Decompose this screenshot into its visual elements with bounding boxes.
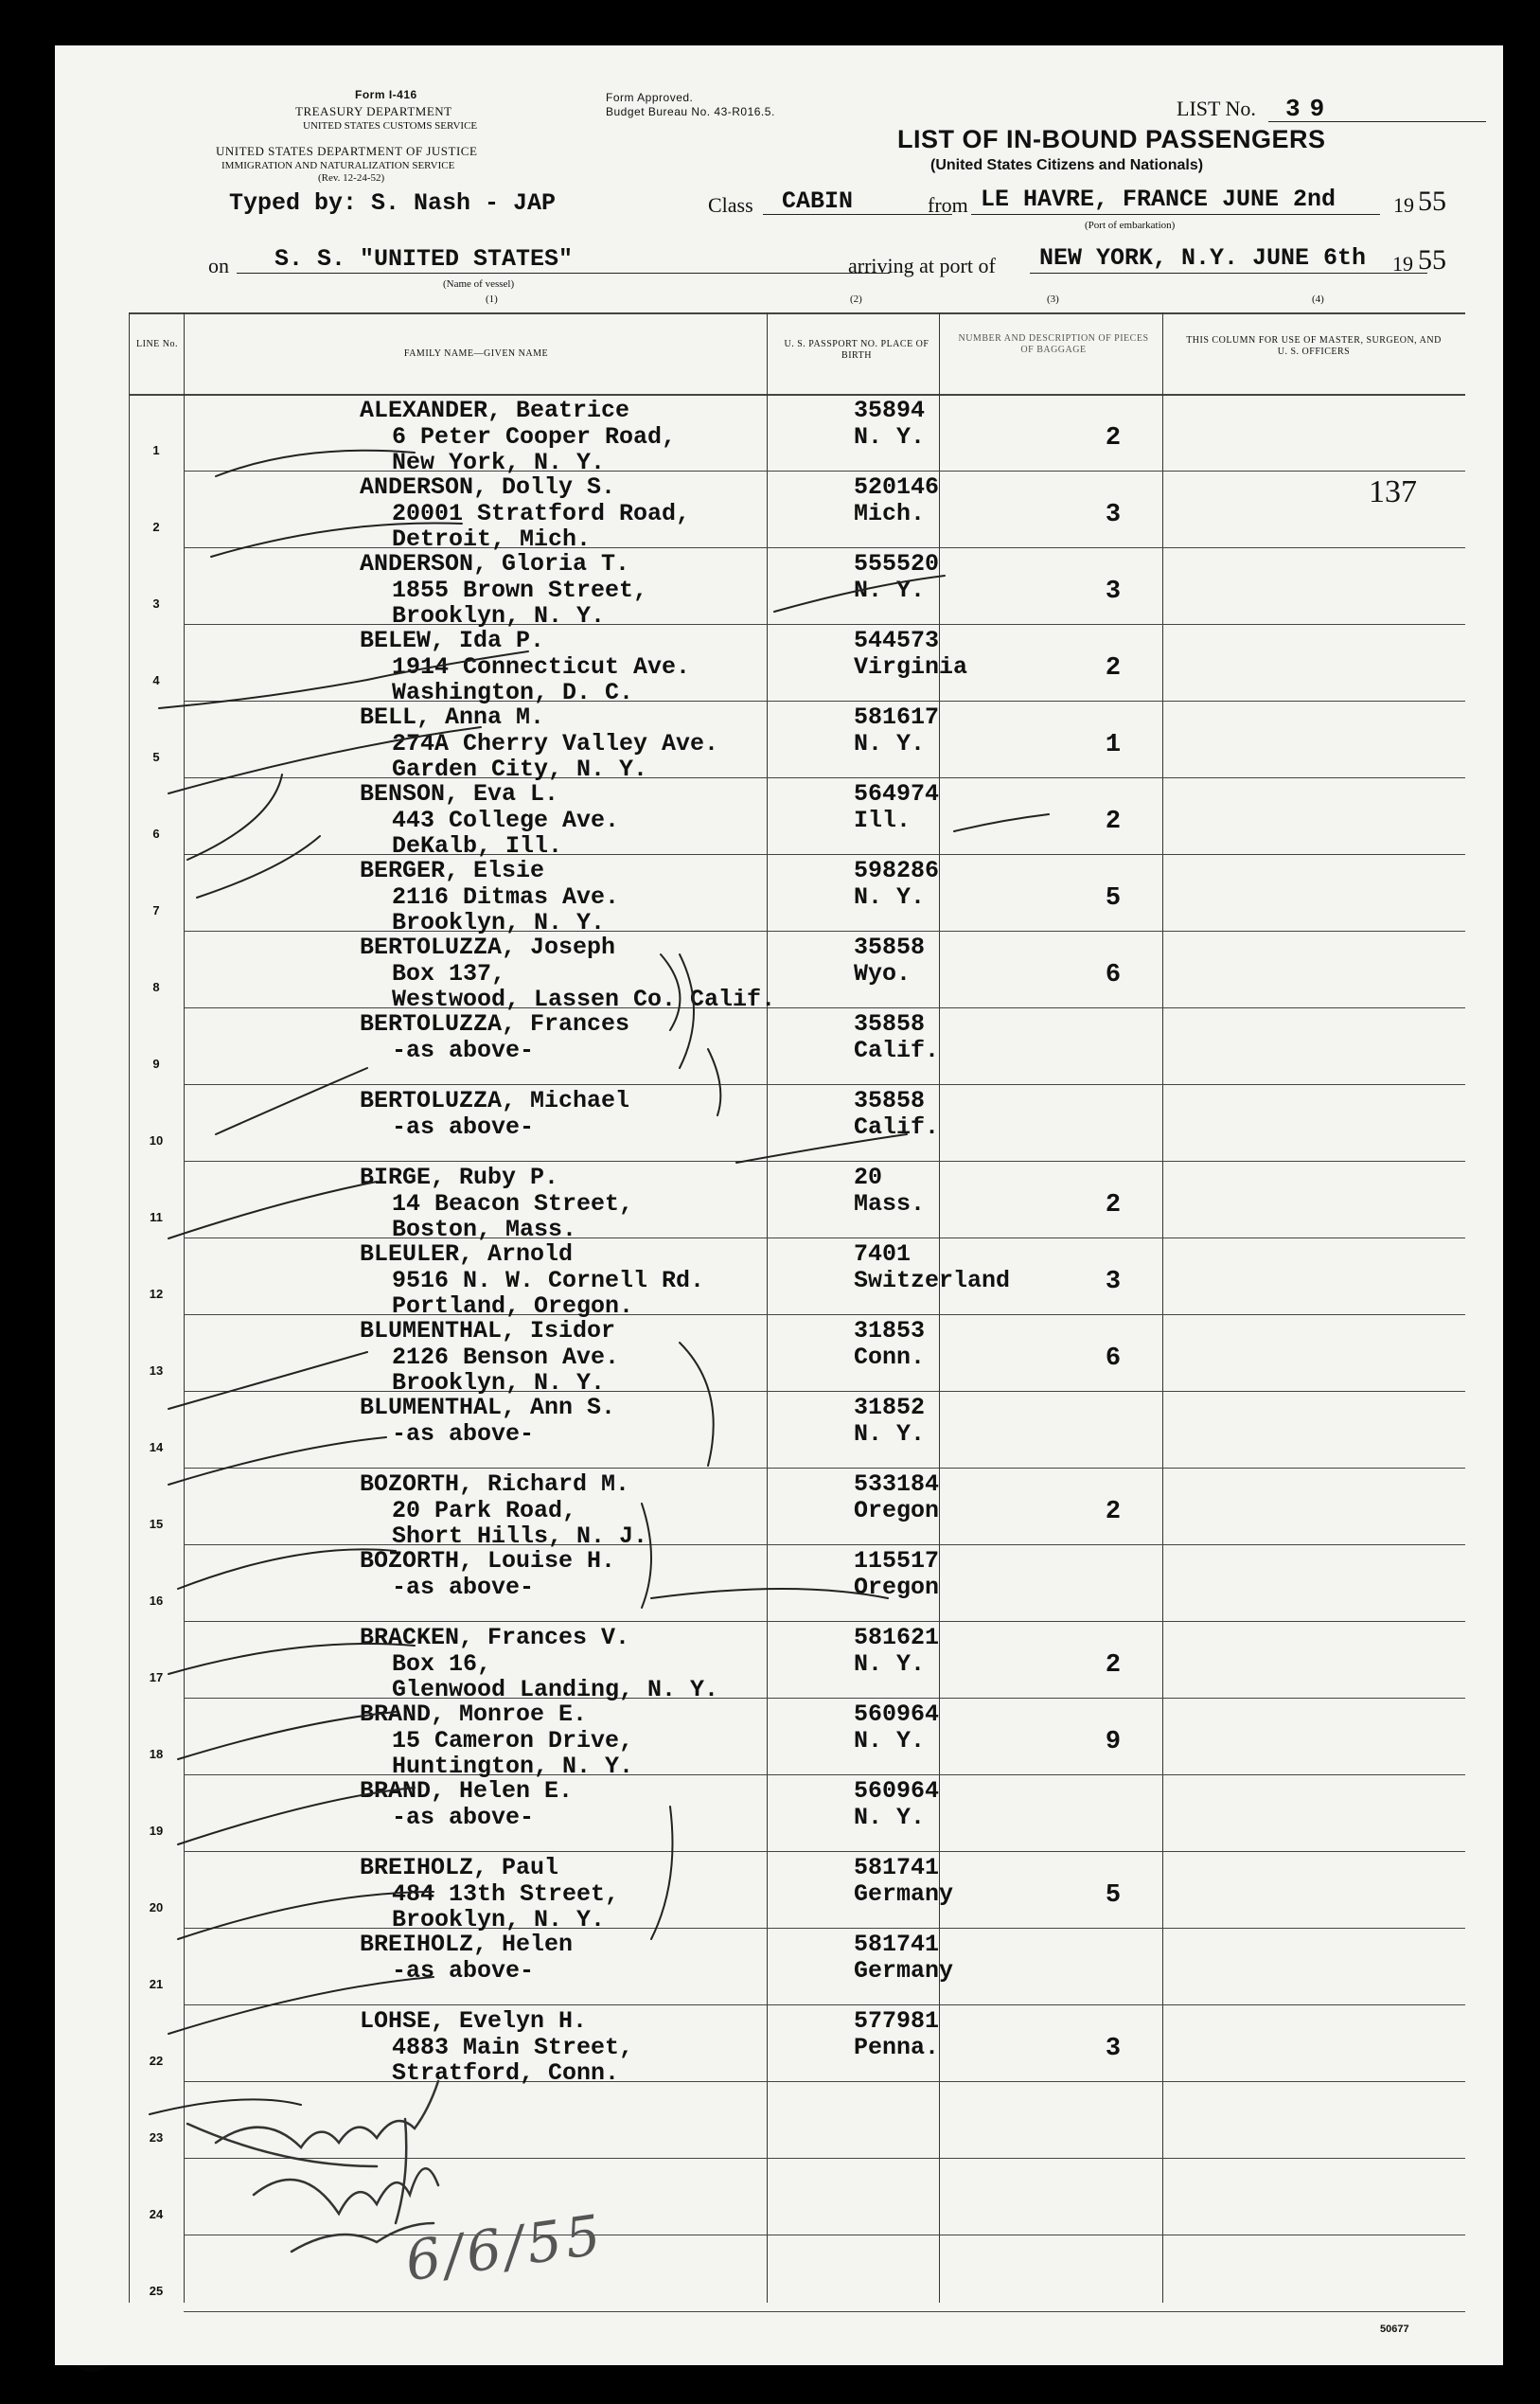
place-of-birth: Mass. — [854, 1190, 926, 1218]
table-row — [129, 398, 1463, 474]
col-mark-3: (3) — [1047, 294, 1059, 305]
table-row — [129, 2162, 1463, 2238]
passenger-name: BELEW, Ida P. — [360, 627, 545, 654]
form-approved: Form Approved. — [606, 91, 694, 104]
passenger-address-city: Brooklyn, N. Y. — [392, 602, 606, 630]
line-number: 3 — [152, 597, 160, 611]
baggage-count: 3 — [1105, 501, 1122, 529]
vessel-caption: (Name of vessel) — [443, 278, 515, 290]
passport-number: 577981 — [854, 2007, 940, 2035]
baggage-count: 2 — [1105, 808, 1122, 836]
line-number: 23 — [149, 2130, 164, 2145]
baggage-count: 5 — [1105, 1881, 1122, 1910]
place-of-birth: Calif. — [854, 1113, 940, 1141]
on-label: on — [208, 254, 229, 277]
passport-number: 560964 — [854, 1701, 940, 1728]
line-number: 24 — [149, 2207, 164, 2221]
from-year: 55 — [1418, 186, 1446, 217]
passenger-address-line: -as above- — [392, 1574, 535, 1601]
passenger-address-city: New York, N. Y. — [392, 449, 606, 476]
arriving-year-prefix: 19 — [1392, 252, 1413, 276]
baggage-count: 2 — [1105, 654, 1122, 683]
table-row — [129, 628, 1463, 704]
col-mark-2: (2) — [850, 294, 862, 305]
passenger-name: BERTOLUZZA, Joseph — [360, 934, 616, 961]
line-number: 4 — [152, 673, 160, 687]
passenger-address-line: 2116 Ditmas Ave. — [392, 883, 620, 911]
passenger-address-line: -as above- — [392, 1420, 535, 1448]
passport-number: 555520 — [854, 550, 940, 578]
line-number: 1 — [152, 443, 160, 457]
place-of-birth: Calif. — [854, 1037, 940, 1064]
place-of-birth: N. Y. — [854, 1650, 926, 1678]
place-of-birth: N. Y. — [854, 577, 926, 604]
place-of-birth: Mich. — [854, 500, 926, 527]
line-number: 20 — [149, 1900, 164, 1914]
passenger-address-line: 20 Park Road, — [392, 1497, 577, 1524]
passport-number: 35858 — [854, 1010, 926, 1038]
table-row — [129, 704, 1463, 781]
passenger-address-line: 1914 Connecticut Ave. — [392, 653, 691, 681]
baggage-count: 2 — [1105, 1191, 1122, 1220]
passenger-address-line: -as above- — [392, 1037, 535, 1064]
passenger-name: BREIHOLZ, Paul — [360, 1854, 559, 1881]
passport-number: 581741 — [854, 1854, 940, 1881]
passenger-address-city: Stratford, Conn. — [392, 2059, 620, 2087]
passenger-address-line: 1855 Brown Street, — [392, 577, 648, 604]
passenger-address-line: 15 Cameron Drive, — [392, 1727, 634, 1754]
arriving-year: 55 — [1418, 244, 1446, 276]
line-number: 25 — [149, 2284, 164, 2298]
passport-number: 564974 — [854, 780, 940, 808]
passenger-address-city: Westwood, Lassen Co. Calif. — [392, 986, 776, 1013]
passport-number: 7401 — [854, 1240, 912, 1268]
line-number: 16 — [149, 1594, 164, 1608]
passenger-name: BERTOLUZZA, Frances — [360, 1010, 630, 1038]
passenger-name: BOZORTH, Richard M. — [360, 1470, 630, 1498]
embarkation-port: LE HAVRE, FRANCE JUNE 2nd — [981, 186, 1336, 213]
passenger-address-line: 14 Beacon Street, — [392, 1190, 634, 1218]
passenger-name: BLEULER, Arnold — [360, 1240, 574, 1268]
vessel-name: S. S. "UNITED STATES" — [274, 245, 574, 273]
header-officers: THIS COLUMN FOR USE OF MASTER, SURGEON, AND U. S. OFFICERS — [1186, 335, 1442, 357]
baggage-count: 2 — [1105, 424, 1122, 453]
table-row — [129, 474, 1463, 551]
passport-number: 581617 — [854, 703, 940, 731]
passenger-name: LOHSE, Evelyn H. — [360, 2007, 588, 2035]
passenger-name: ALEXANDER, Beatrice — [360, 397, 630, 424]
table-row — [129, 551, 1463, 628]
passport-number: 560964 — [854, 1777, 940, 1805]
passenger-name: BELL, Anna M. — [360, 703, 545, 731]
baggage-count: 5 — [1105, 884, 1122, 913]
col-mark-4: (4) — [1312, 294, 1324, 305]
passenger-name: BLUMENTHAL, Isidor — [360, 1317, 616, 1344]
treasury-label: TREASURY DEPARTMENT — [295, 104, 452, 118]
table-row — [129, 1778, 1463, 1855]
passport-number: 520146 — [854, 473, 940, 501]
arriving-underline — [1030, 273, 1427, 274]
table-row — [129, 858, 1463, 935]
passenger-address-city: Brooklyn, N. Y. — [392, 1906, 606, 1933]
class-value: CABIN — [782, 187, 854, 215]
passenger-address-city: Boston, Mass. — [392, 1216, 577, 1243]
line-number: 11 — [150, 1210, 163, 1224]
table-row — [129, 1548, 1463, 1625]
place-of-birth: Wyo. — [854, 960, 912, 988]
passenger-address-city: Glenwood Landing, N. Y. — [392, 1676, 719, 1703]
passenger-name: BRAND, Monroe E. — [360, 1701, 588, 1728]
passenger-address-city: Short Hills, N. J. — [392, 1523, 648, 1550]
passport-number: 581741 — [854, 1931, 940, 1958]
place-of-birth: Germany — [854, 1880, 954, 1908]
passenger-address-city: Huntington, N. Y. — [392, 1753, 634, 1780]
passport-number: 20 — [854, 1164, 883, 1191]
header-line-no: LINE No. — [136, 339, 178, 349]
vessel-underline — [237, 273, 890, 274]
passport-number: 35858 — [854, 1087, 926, 1114]
passenger-name: BIRGE, Ruby P. — [360, 1164, 559, 1191]
place-of-birth: Switzerland — [854, 1267, 1011, 1294]
passenger-name: ANDERSON, Gloria T. — [360, 550, 630, 578]
line-number: 2 — [152, 520, 160, 534]
passenger-address-line: Box 16, — [392, 1650, 492, 1678]
table-row — [129, 2008, 1463, 2085]
line-number: 7 — [152, 903, 160, 917]
place-of-birth: N. Y. — [854, 423, 926, 451]
arriving-port: NEW YORK, N.Y. JUNE 6th — [1039, 244, 1367, 272]
baggage-count: 3 — [1105, 578, 1122, 606]
line-number: 17 — [149, 1670, 164, 1684]
line-number: 22 — [149, 2054, 164, 2068]
class-underline — [763, 214, 952, 215]
table-row — [129, 1165, 1463, 1241]
place-of-birth: Germany — [854, 1957, 954, 1985]
form-footer-number: 50677 — [1380, 2324, 1409, 2335]
header-passport: U. S. PASSPORT NO. PLACE OF BIRTH — [784, 339, 929, 361]
line-number: 14 — [149, 1440, 164, 1454]
place-of-birth: Penna. — [854, 2034, 940, 2061]
baggage-count: 6 — [1105, 1344, 1122, 1373]
passport-number: 31852 — [854, 1394, 926, 1421]
passenger-name: ANDERSON, Dolly S. — [360, 473, 616, 501]
passenger-address-line: -as above- — [392, 1804, 535, 1831]
customs-label: UNITED STATES CUSTOMS SERVICE — [303, 120, 478, 132]
passenger-address-line: 484 13th Street, — [392, 1880, 620, 1908]
place-of-birth: N. Y. — [854, 1804, 926, 1831]
passenger-name: BRACKEN, Frances V. — [360, 1624, 630, 1651]
table-row — [129, 1088, 1463, 1165]
passenger-name: BLUMENTHAL, Ann S. — [360, 1394, 616, 1421]
line-number: 9 — [152, 1057, 160, 1071]
list-number-label: LIST No. — [1177, 97, 1256, 120]
place-of-birth: N. Y. — [854, 1420, 926, 1448]
passenger-address-line: 2126 Benson Ave. — [392, 1344, 620, 1371]
passport-number: 544573 — [854, 627, 940, 654]
passenger-name: BERTOLUZZA, Michael — [360, 1087, 630, 1114]
justice-label: UNITED STATES DEPARTMENT OF JUSTICE — [216, 144, 478, 158]
passenger-address-line: 6 Peter Cooper Road, — [392, 423, 677, 451]
table-row — [129, 1241, 1463, 1318]
baggage-count: 6 — [1105, 961, 1122, 989]
passenger-address-city: Brooklyn, N. Y. — [392, 909, 606, 936]
table-row — [129, 935, 1463, 1011]
officer-notation: 137 — [1369, 474, 1417, 509]
typed-by: Typed by: S. Nash - JAP — [229, 189, 557, 217]
table-row — [129, 781, 1463, 858]
passenger-address-city: Garden City, N. Y. — [392, 756, 648, 783]
place-of-birth: Oregon — [854, 1497, 940, 1524]
table-row — [129, 1471, 1463, 1548]
table-row — [129, 2085, 1463, 2162]
line-number: 19 — [149, 1824, 164, 1838]
place-of-birth: Conn. — [854, 1344, 926, 1371]
table-row — [129, 1932, 1463, 2008]
passenger-address-line: 20001 Stratford Road, — [392, 500, 691, 527]
baggage-count: 1 — [1105, 731, 1122, 759]
passenger-name: BREIHOLZ, Helen — [360, 1931, 574, 1958]
passenger-address-line: Box 137, — [392, 960, 506, 988]
document-page — [55, 45, 1503, 2365]
arriving-label: arriving at port of — [848, 254, 996, 277]
table-row — [129, 2238, 1463, 2315]
list-number: 39 — [1285, 95, 1335, 123]
passenger-name: BENSON, Eva L. — [360, 780, 559, 808]
passenger-address-line: -as above- — [392, 1957, 535, 1985]
passport-number: 533184 — [854, 1470, 940, 1498]
passenger-address-city: DeKalb, Ill. — [392, 832, 563, 860]
header-baggage: NUMBER AND DESCRIPTION OF PIECES OF BAGGAGE — [958, 333, 1149, 355]
embarkation-underline — [971, 214, 1380, 215]
immigration-label: IMMIGRATION AND NATURALIZATION SERVICE — [221, 160, 455, 171]
line-number: 8 — [152, 980, 160, 994]
list-number-underline — [1268, 121, 1486, 122]
passport-number: 35894 — [854, 397, 926, 424]
place-of-birth: Oregon — [854, 1574, 940, 1601]
table-row — [129, 1701, 1463, 1778]
place-of-birth: Ill. — [854, 807, 912, 834]
place-of-birth: Virginia — [854, 653, 968, 681]
passenger-address-city: Detroit, Mich. — [392, 525, 592, 553]
line-number: 6 — [152, 827, 160, 841]
col-mark-1: (1) — [486, 294, 498, 305]
table-row — [129, 1395, 1463, 1471]
from-year-prefix: 19 — [1393, 193, 1414, 217]
passenger-address-line: 9516 N. W. Cornell Rd. — [392, 1267, 705, 1294]
place-of-birth: N. Y. — [854, 883, 926, 911]
line-number: 18 — [149, 1747, 164, 1761]
line-number: 12 — [149, 1287, 164, 1301]
passport-number: 115517 — [854, 1547, 940, 1575]
form-number: Form I-416 — [355, 88, 417, 101]
passenger-name: BERGER, Elsie — [360, 857, 545, 884]
passenger-address-city: Brooklyn, N. Y. — [392, 1369, 606, 1397]
baggage-count: 3 — [1105, 2035, 1122, 2063]
line-number: 21 — [149, 1977, 164, 1991]
line-number: 13 — [149, 1363, 164, 1378]
baggage-count: 2 — [1105, 1651, 1122, 1680]
passenger-address-city: Washington, D. C. — [392, 679, 634, 706]
passenger-address-city: Portland, Oregon. — [392, 1292, 634, 1320]
passenger-name: BRAND, Helen E. — [360, 1777, 574, 1805]
passport-number: 35858 — [854, 934, 926, 961]
port-caption: (Port of embarkation) — [1085, 220, 1176, 231]
passenger-address-line: 274A Cherry Valley Ave. — [392, 730, 719, 757]
table-header-rule — [129, 394, 1465, 396]
passport-number: 31853 — [854, 1317, 926, 1344]
place-of-birth: N. Y. — [854, 1727, 926, 1754]
passenger-address-line: 4883 Main Street, — [392, 2034, 634, 2061]
document-subtitle: (United States Citizens and Nationals) — [930, 157, 1204, 173]
baggage-count: 9 — [1105, 1728, 1122, 1756]
class-label: Class — [708, 193, 753, 217]
table-top-rule — [129, 312, 1465, 314]
passport-number: 581621 — [854, 1624, 940, 1651]
line-number: 10 — [149, 1133, 164, 1148]
baggage-count: 2 — [1105, 1498, 1122, 1526]
baggage-count: 3 — [1105, 1268, 1122, 1296]
passenger-address-line: -as above- — [392, 1113, 535, 1141]
passport-number: 598286 — [854, 857, 940, 884]
document-title: LIST OF IN-BOUND PASSENGERS — [897, 125, 1326, 153]
from-label: from — [928, 193, 968, 217]
header-name: FAMILY NAME—GIVEN NAME — [403, 348, 549, 359]
handwritten-date: 6/6/55 — [401, 2201, 609, 2294]
line-number: 15 — [149, 1517, 164, 1531]
line-number: 5 — [152, 750, 160, 764]
table-row — [129, 1855, 1463, 1932]
passenger-name: BOZORTH, Louise H. — [360, 1547, 616, 1575]
table-row — [129, 1011, 1463, 1088]
table-row — [129, 1625, 1463, 1701]
budget-bureau: Budget Bureau No. 43-R016.5. — [606, 105, 775, 118]
place-of-birth: N. Y. — [854, 730, 926, 757]
table-row — [129, 1318, 1463, 1395]
revision-label: (Rev. 12-24-52) — [318, 172, 385, 184]
passenger-address-line: 443 College Ave. — [392, 807, 620, 834]
